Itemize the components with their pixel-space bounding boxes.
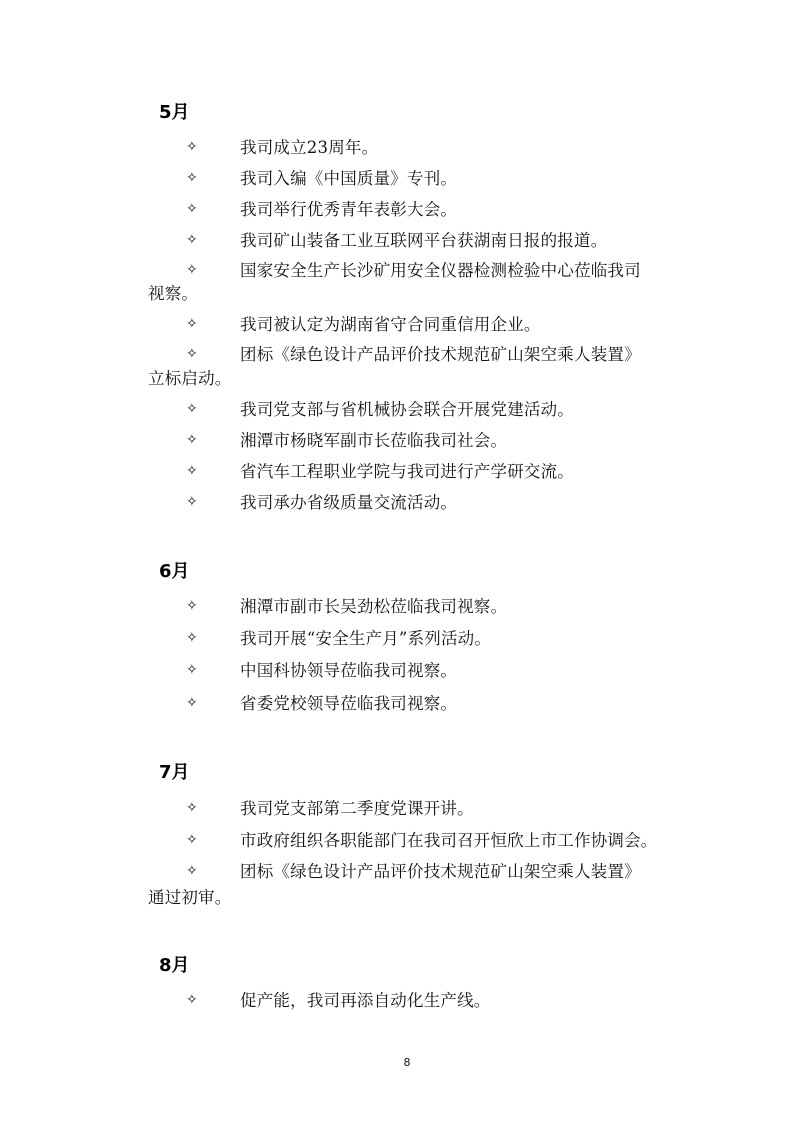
list-item-text: 我司党支部与省机械协会联合开展党建活动。 — [240, 400, 574, 419]
list-item-text: 我司举行优秀青年表彰大会。 — [240, 200, 458, 219]
star-bullet-icon: ✧ — [186, 432, 198, 448]
star-bullet-icon: ✧ — [186, 262, 198, 278]
star-bullet-icon: ✧ — [186, 201, 198, 217]
month-heading-august: 8月 — [159, 955, 190, 976]
star-bullet-icon: ✧ — [186, 695, 198, 711]
list-item-text: 省汽车工程职业学院与我司进行产学研交流。 — [240, 462, 574, 481]
star-bullet-icon: ✧ — [186, 463, 198, 479]
month-heading-may: 5月 — [159, 102, 190, 123]
star-bullet-icon: ✧ — [186, 863, 198, 879]
list-item-text: 国家安全生产长沙矿用安全仪器检测检验中心莅临我司 — [240, 261, 641, 280]
list-item-text: 团标《绿色设计产品评价技术规范矿山架空乘人装置》 — [240, 345, 641, 364]
list-item-text-continuation: 立标启动。 — [148, 369, 232, 388]
list-item-text: 我司承办省级质量交流活动。 — [240, 493, 458, 512]
list-item-text: 我司党支部第二季度党课开讲。 — [240, 799, 474, 818]
star-bullet-icon: ✧ — [186, 662, 198, 678]
list-item-text: 中国科协领导莅临我司视察。 — [240, 661, 458, 680]
list-item-text: 我司入编《中国质量》专刊。 — [240, 169, 458, 188]
star-bullet-icon: ✧ — [186, 832, 198, 848]
list-item-text: 我司矿山装备工业互联网平台获湖南日报的报道。 — [240, 231, 608, 250]
star-bullet-icon: ✧ — [186, 232, 198, 248]
star-bullet-icon: ✧ — [186, 346, 198, 362]
month-heading-june: 6月 — [159, 561, 190, 582]
month-heading-july: 7月 — [159, 762, 190, 783]
star-bullet-icon: ✧ — [186, 139, 198, 155]
star-bullet-icon: ✧ — [186, 170, 198, 186]
star-bullet-icon: ✧ — [186, 316, 198, 332]
star-bullet-icon: ✧ — [186, 401, 198, 417]
list-item-text: 我司成立23周年。 — [240, 138, 379, 157]
star-bullet-icon: ✧ — [186, 992, 198, 1008]
list-item-text: 团标《绿色设计产品评价技术规范矿山架空乘人装置》 — [240, 862, 641, 881]
page-number: 8 — [403, 1056, 411, 1069]
star-bullet-icon: ✧ — [186, 800, 198, 816]
list-item-text: 市政府组织各职能部门在我司召开恒欣上市工作协调会。 — [240, 831, 658, 850]
star-bullet-icon: ✧ — [186, 630, 198, 646]
list-item-text: 我司被认定为湖南省守合同重信用企业。 — [240, 315, 541, 334]
list-item-text: 促产能，我司再添自动化生产线。 — [240, 991, 491, 1010]
list-item-text: 我司开展“安全生产月”系列活动。 — [240, 629, 492, 648]
list-item-text: 湘潭市副市长吴劲松莅临我司视察。 — [240, 597, 508, 616]
star-bullet-icon: ✧ — [186, 598, 198, 614]
list-item-text: 湘潭市杨晓军副市长莅临我司社会。 — [240, 431, 508, 450]
list-item-text-continuation: 视察。 — [148, 284, 199, 303]
list-item-text-continuation: 通过初审。 — [148, 888, 232, 907]
list-item-text: 省委党校领导莅临我司视察。 — [240, 694, 458, 713]
star-bullet-icon: ✧ — [186, 494, 198, 510]
